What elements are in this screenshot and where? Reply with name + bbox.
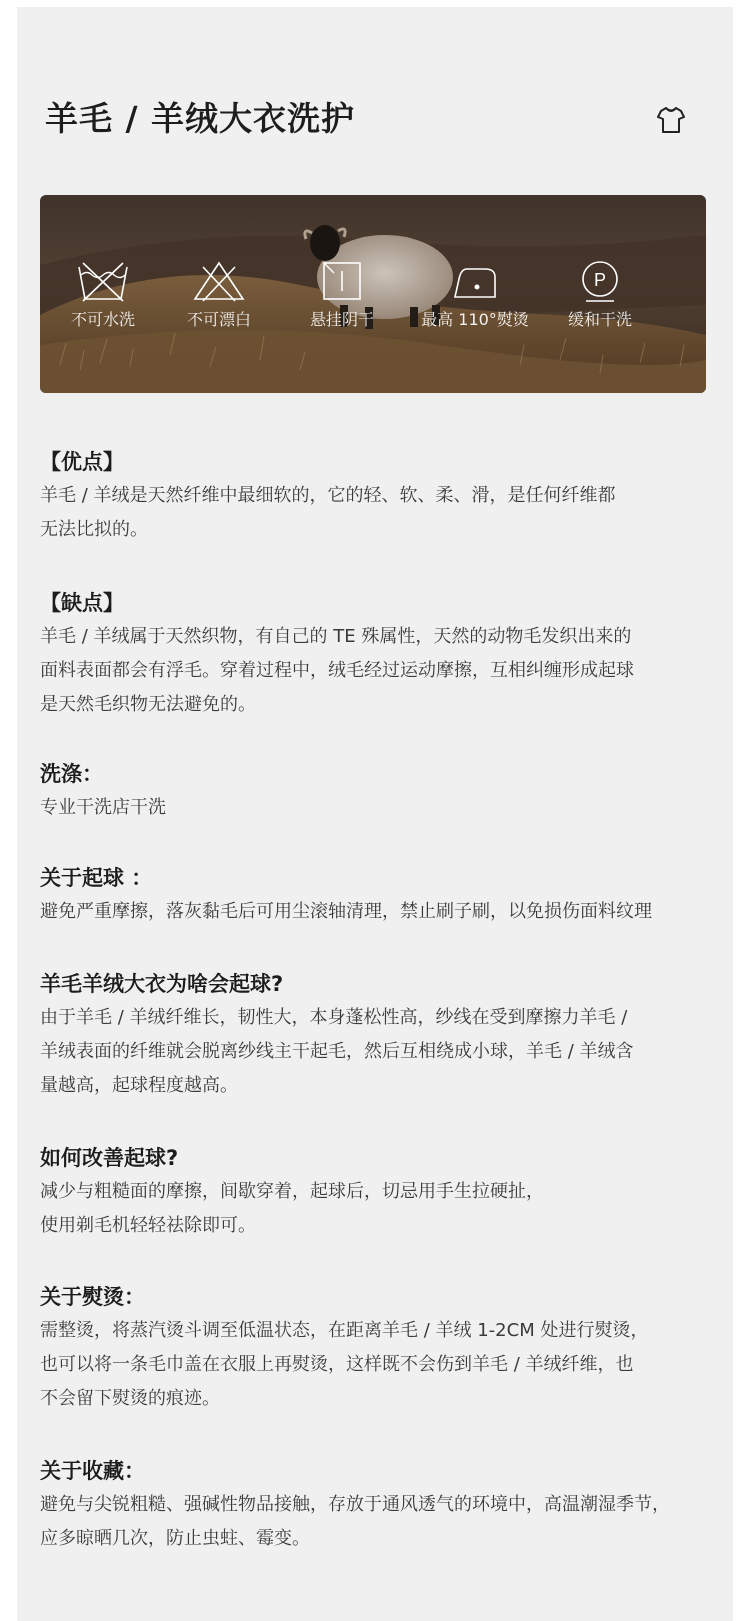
care-item	[410, 259, 540, 330]
line-dry-shade-icon	[314, 259, 370, 303]
care-label: 最高 110°熨烫	[421, 310, 529, 329]
section-storage	[40, 1456, 720, 1556]
section-heading: 洗涤：	[40, 762, 103, 786]
section-improve-pilling	[40, 1143, 720, 1243]
care-item	[277, 259, 407, 330]
section-washing	[40, 759, 720, 825]
section-body	[40, 895, 720, 929]
body-line: 由于羊毛 / 羊绒纤维长，韧性大，本身蓬松性高，纱线在受到摩擦力羊毛 /	[40, 1007, 628, 1028]
care-item	[535, 259, 665, 330]
body-line: 应多晾晒几次，防止虫蛀、霉变。	[40, 1528, 310, 1549]
section-body	[40, 479, 720, 547]
body-line: 专业干洗店干洗	[40, 797, 166, 818]
section-heading: 如何改善起球?	[40, 1146, 179, 1170]
page-title: 羊毛 / 羊绒大衣洗护	[45, 99, 356, 138]
care-label: 悬挂阴干	[309, 310, 374, 329]
section-heading: 【优点】	[40, 450, 124, 474]
section-heading: 【缺点】	[40, 591, 124, 615]
body-line: 避免与尖锐粗糙、强碱性物品接触，存放于通风透气的环境中，高温潮湿季节，	[40, 1494, 670, 1515]
do-not-wash-icon	[75, 259, 131, 303]
body-line: 也可以将一条毛巾盖在衣服上再熨烫，这样既不会伤到羊毛 / 羊绒纤维，也	[40, 1354, 634, 1375]
care-label: 不可水洗	[70, 310, 135, 329]
body-line: 量越高，起球程度越高。	[40, 1075, 238, 1096]
care-item	[40, 259, 168, 330]
shirt-icon	[655, 104, 687, 136]
body-line: 羊绒表面的纤维就会脱离纱线主干起毛，然后互相绕成小球，羊毛 / 羊绒含	[40, 1041, 634, 1062]
body-line: 羊毛 / 羊绒是天然纤维中最细软的，它的轻、软、柔、滑，是任何纤维都	[40, 485, 616, 506]
body-line: 羊毛 / 羊绒属于天然织物，有自己的 TE 殊属性，天然的动物毛发织出来的	[40, 626, 632, 647]
section-body	[40, 1175, 720, 1243]
section-body	[40, 1001, 720, 1103]
section-body	[40, 620, 720, 722]
body-line: 避免严重摩擦，落灰黏毛后可用尘滚轴清理，禁止刷子刷，以免损伤面料纹理	[40, 901, 652, 922]
section-body	[40, 1314, 720, 1416]
body-line: 无法比拟的。	[40, 519, 148, 540]
do-not-bleach-icon	[191, 259, 247, 303]
care-item	[154, 259, 284, 330]
body-line: 面料表面都会有浮毛。穿着过程中，绒毛经过运动摩擦，互相纠缠形成起球	[40, 660, 634, 681]
body-line: 需整烫，将蒸汽烫斗调至低温状态，在距离羊毛 / 羊绒 1-2CM 处进行熨烫，	[40, 1320, 649, 1341]
care-letter: P	[593, 270, 607, 290]
section-heading: 关于熨烫：	[40, 1285, 145, 1309]
section-why-pilling	[40, 969, 720, 1103]
section-disadvantages	[40, 588, 720, 722]
body-line: 使用剃毛机轻轻祛除即可。	[40, 1215, 256, 1236]
care-label: 不可漂白	[186, 310, 251, 329]
body-line: 减少与粗糙面的摩擦，间歇穿着，起球后，切忌用手生拉硬扯，	[40, 1181, 544, 1202]
body-line: 不会留下熨烫的痕迹。	[40, 1388, 220, 1409]
section-body	[40, 791, 720, 825]
section-advantages	[40, 447, 720, 547]
section-heading: 关于起球 ：	[40, 866, 153, 890]
section-pilling	[40, 863, 720, 929]
care-banner	[40, 195, 706, 393]
section-heading: 羊毛羊绒大衣为啥会起球?	[40, 972, 284, 996]
section-body	[40, 1488, 720, 1556]
section-ironing	[40, 1282, 720, 1416]
body-line: 是天然毛织物无法避免的。	[40, 694, 256, 715]
gentle-dry-clean-icon	[572, 259, 628, 303]
iron-icon	[447, 259, 503, 303]
care-label: 缓和干洗	[567, 310, 632, 329]
section-heading: 关于收藏：	[40, 1459, 145, 1483]
